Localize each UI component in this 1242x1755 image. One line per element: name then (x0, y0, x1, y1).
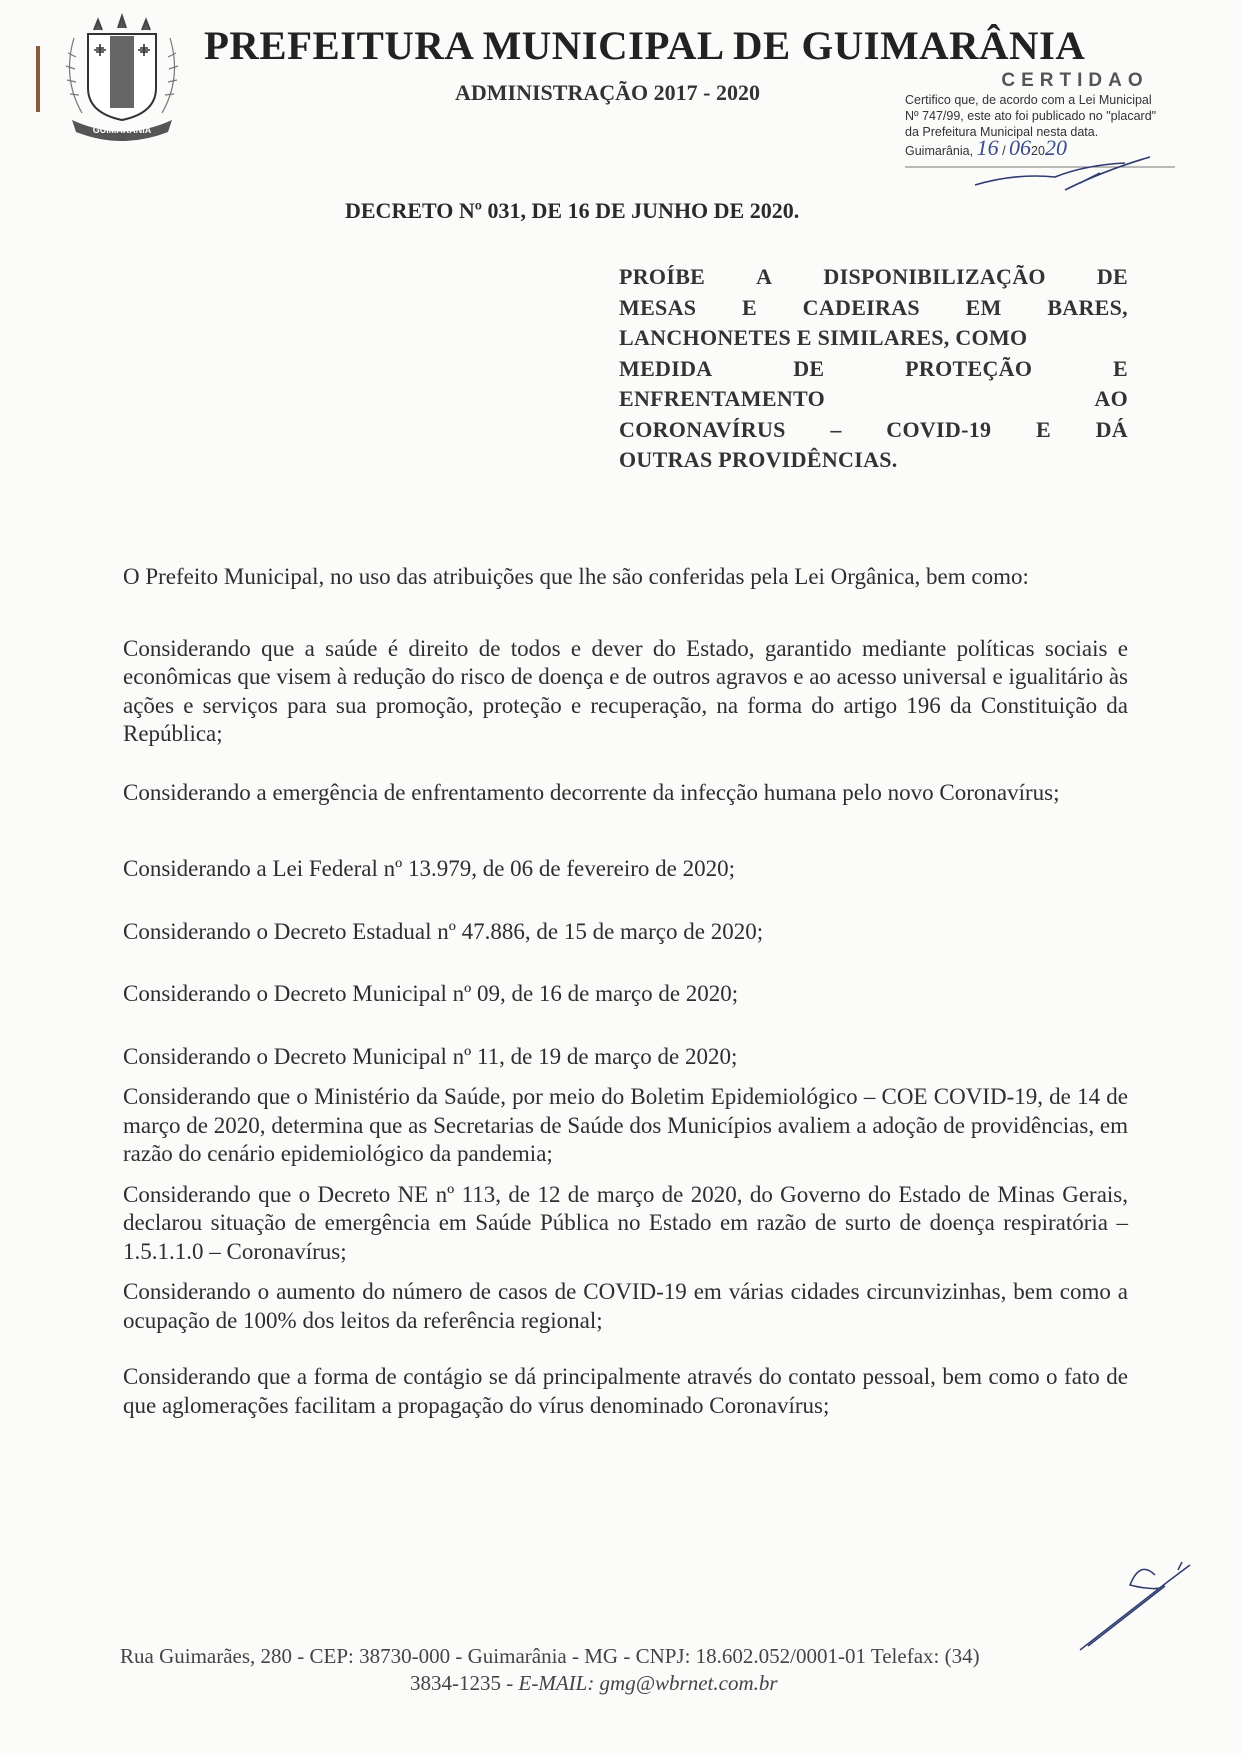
summary-word: E (741, 294, 757, 320)
considerando-paragraph: Considerando que o Ministério da Saúde, por meio do Boletim Epidemiológico – COE COVID-19, de 14 de março de 2020, determina que as Secretarias de Saúde dos Municípios avaliem a adoção de providências, em razão do cenário epidemiológico da pandemia; (123, 1084, 1128, 1166)
summary-word: MESAS (619, 294, 697, 320)
preamble-paragraph: O Prefeito Municipal, no uso das atribuições que lhe são conferidas pela Lei Orgânica, bem como: (123, 564, 1029, 589)
footer-email: E-MAIL: gmg@wbrnet.com.br (518, 1671, 778, 1695)
considerando-paragraph: Considerando que a saúde é direito de todos e dever do Estado, garantido mediante políticas sociais e econômicas que visem à redução do risco de doença e de outros agravos e ao acesso universal e igualitário às ações e serviços para sua promoção, proteção e recuperação, na forma do artigo 196 da Constituição da República; (123, 635, 1128, 746)
footer-phone: 3834-1235 - (410, 1671, 519, 1695)
considerando-paragraph: Considerando o Decreto Municipal nº 09, de 16 de março de 2020; (123, 981, 739, 1006)
summary-line (619, 415, 1128, 446)
decree-summary (619, 262, 1128, 476)
certidao-year-hand: 20 (1044, 135, 1067, 160)
summary-word: CORONAVÍRUS (619, 416, 786, 442)
municipal-coat-of-arms-icon (52, 8, 192, 148)
considerando-paragraph: Considerando a Lei Federal nº 13.979, de 06 de fevereiro de 2020; (123, 856, 735, 881)
summary-word: A (756, 264, 773, 289)
certidao-title: CERTIDAO (1001, 70, 1149, 91)
summary-word: COVID-19 (886, 416, 992, 442)
considerando-paragraph: Considerando o aumento do número de casos de COVID-19 em várias cidades circunvizinhas, bem como a ocupação de 100% dos leitos da referência regional; (123, 1279, 1128, 1333)
decree-title: DECRETO Nº 031, DE 16 DE JUNHO DE 2020. (345, 198, 800, 223)
considerando-paragraph: Considerando o Decreto Estadual nº 47.886, de 15 de março de 2020; (123, 918, 764, 944)
summary-word: BARES, (1047, 294, 1128, 320)
certidao-year-prefix: 20 (1031, 144, 1045, 158)
margin-mark (36, 46, 40, 112)
certidao-stamp (905, 70, 1205, 159)
summary-word: CADEIRAS (802, 294, 920, 320)
footer-address-line: Rua Guimarães, 280 - CEP: 38730-000 - Guimarânia - MG - CNPJ: 18.602.052/0001-01 Telefax: (34) (120, 1644, 980, 1668)
certidao-line: da Prefeitura Municipal nesta data. (905, 125, 1099, 139)
summary-word: ENFRENTAMENTO (619, 386, 825, 411)
considerando-paragraph: Considerando que a forma de contágio se dá principalmente através do contato pessoal, bem como o fato de que aglomerações facilitam a propagação do vírus denominado Coronavírus; (123, 1364, 1128, 1418)
summary-line (619, 262, 1128, 293)
summary-word: DE (1096, 264, 1128, 289)
footer-contact-line (120, 1670, 1150, 1697)
summary-line (619, 445, 1128, 476)
certidao-date-line: Guimarânia, 16 / 062020 (905, 135, 1067, 160)
summary-line (619, 384, 1128, 415)
summary-word: DE (793, 355, 825, 381)
summary-line (619, 354, 1128, 385)
certidao-signature-icon (905, 155, 1195, 200)
summary-word: EM (965, 294, 1002, 320)
municipality-title: PREFEITURA MUNICIPAL DE GUIMARÂNIA (204, 23, 1086, 68)
considerando-paragraph: Considerando que o Decreto NE nº 113, de 12 de março de 2020, do Governo do Estado de Minas Gerais, declarou situação de emergência em Saúde Pública no Estado em razão de surto de doença respiratória – 1.5.1.1.0 – Coronavírus; (123, 1181, 1128, 1264)
summary-line (619, 323, 1128, 354)
summary-word: PROTEÇÃO (905, 355, 1033, 381)
summary-word: PROÍBE (619, 264, 706, 289)
decree-body (123, 563, 1128, 1420)
summary-word: AO (1094, 386, 1128, 411)
summary-word: E (1113, 355, 1128, 381)
considerando-paragraph: Considerando a emergência de enfrentamento decorrente da infecção humana pelo novo Coronavírus; (123, 779, 1060, 805)
footer-address (120, 1643, 1150, 1697)
certidao-line: Nº 747/99, este ato foi publicado no "placard" (905, 109, 1157, 123)
certidao-place: Guimarânia, (905, 144, 974, 158)
certidao-day: 16 (976, 135, 999, 160)
summary-word: OUTRAS PROVIDÊNCIAS. (619, 447, 898, 472)
certidao-month: 06 (1009, 135, 1032, 160)
summary-word: MEDIDA (619, 355, 713, 381)
summary-word: E (1035, 416, 1051, 442)
administration-period: ADMINISTRAÇÃO 2017 - 2020 (455, 80, 760, 105)
summary-word: DISPONIBILIZAÇÃO (823, 264, 1046, 289)
summary-word: – (830, 416, 842, 442)
crest-banner-text: GUIMARÂNIA (92, 125, 152, 135)
summary-word: LANCHONETES E SIMILARES, COMO (619, 325, 1028, 350)
certidao-line: Certifico que, de acordo com a Lei Municipal (905, 93, 1152, 107)
summary-word: DÁ (1095, 416, 1128, 442)
considerando-paragraph: Considerando o Decreto Municipal nº 11, de 19 de março de 2020; (123, 1043, 738, 1069)
summary-line (619, 293, 1128, 324)
